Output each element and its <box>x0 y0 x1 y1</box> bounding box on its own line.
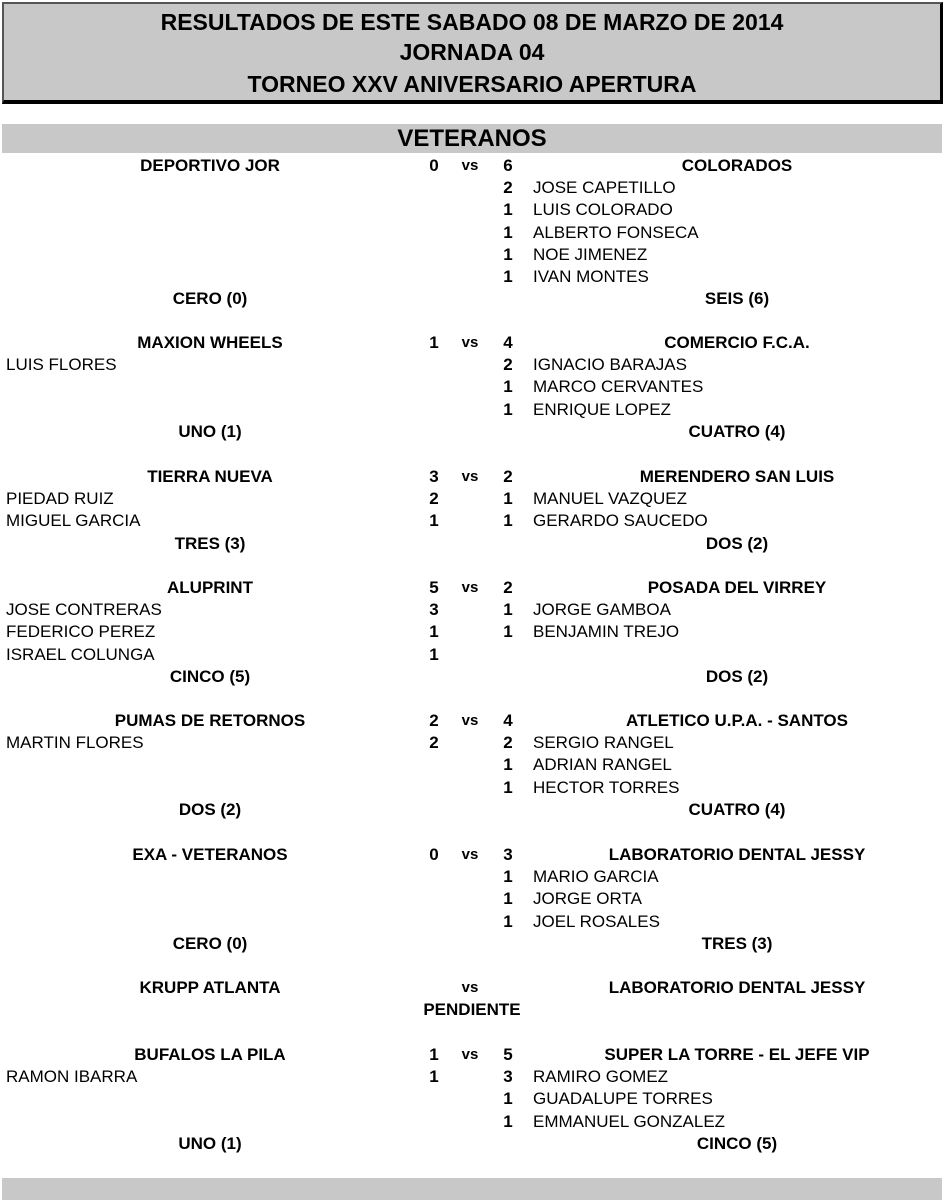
away-total-words: DOS (2) <box>705 666 769 686</box>
home-scorer-goals: 1 <box>429 644 439 664</box>
home-total-words: CINCO (5) <box>169 666 251 686</box>
away-scorer-name: GERARDO SAUCEDO <box>533 511 708 531</box>
home-scorer-goals: 2 <box>429 733 439 753</box>
home-scorer-name: JOSE CONTRERAS <box>6 600 162 620</box>
home-team-name: KRUPP ATLANTA <box>139 978 281 997</box>
away-scorer-name: ALBERTO FONSECA <box>533 222 699 242</box>
home-scorer-goals: 2 <box>429 489 439 509</box>
home-total-words: UNO (1) <box>178 421 242 441</box>
match-status: PENDIENTE <box>423 1000 521 1020</box>
away-scorer-name: BENJAMIN TREJO <box>533 622 680 642</box>
home-team-name: ALUPRINT <box>167 578 253 597</box>
away-total-words: DOS (2) <box>705 533 769 553</box>
away-score: 4 <box>503 333 513 352</box>
home-score: 0 <box>429 845 439 864</box>
away-scorer-goals: 1 <box>503 600 513 620</box>
away-total-words: TRES (3) <box>701 933 773 953</box>
away-scorer-name: HECTOR TORRES <box>533 777 680 797</box>
home-score: 3 <box>429 467 439 486</box>
home-total-words: CERO (0) <box>172 933 248 953</box>
home-team-name: DEPORTIVO JOR <box>140 156 280 175</box>
away-scorer-goals: 3 <box>503 1067 513 1087</box>
away-team-name: COLORADOS <box>681 156 793 175</box>
away-scorer-name: ADRIAN RANGEL <box>533 755 672 775</box>
home-scorer-goals: 1 <box>429 1067 439 1087</box>
home-team-name: EXA - VETERANOS <box>132 845 288 864</box>
home-scorer-name: MARTIN FLORES <box>6 733 144 753</box>
away-scorer-goals: 2 <box>503 355 513 375</box>
away-scorer-name: JOSE CAPETILLO <box>533 178 676 198</box>
away-total-words: CINCO (5) <box>696 1133 778 1153</box>
away-scorer-goals: 1 <box>503 267 513 286</box>
home-score: 1 <box>429 1045 439 1064</box>
away-score: 2 <box>503 467 513 486</box>
away-scorer-goals: 1 <box>503 511 513 531</box>
away-team-name: MERENDERO SAN LUIS <box>639 467 835 486</box>
away-scorer-name: RAMIRO GOMEZ <box>533 1067 669 1087</box>
home-scorer-name: MIGUEL GARCIA <box>6 511 141 531</box>
versus-label: vs <box>461 979 479 996</box>
home-score: 2 <box>429 711 439 730</box>
away-scorer-name: JORGE ORTA <box>533 889 642 909</box>
section-header <box>2 124 942 153</box>
away-scorer-name: GUADALUPE TORRES <box>533 1089 713 1109</box>
away-scorer-name: IGNACIO BARAJAS <box>533 355 687 375</box>
versus-label: vs <box>461 468 479 485</box>
away-scorer-goals: 1 <box>503 889 513 909</box>
home-scorer-goals: 1 <box>429 622 439 642</box>
away-team-name: LABORATORIO DENTAL JESSY <box>608 978 866 997</box>
away-scorer-goals: 1 <box>503 377 513 397</box>
home-score: 0 <box>429 156 439 175</box>
away-scorer-goals: 1 <box>503 244 513 264</box>
away-scorer-name: MARCO CERVANTES <box>533 377 704 397</box>
home-scorer-name: RAMON IBARRA <box>6 1067 138 1087</box>
away-score: 3 <box>503 845 513 864</box>
away-scorer-goals: 1 <box>503 622 513 642</box>
home-total-words: UNO (1) <box>178 1133 242 1153</box>
away-scorer-goals: 1 <box>503 777 513 797</box>
versus-label: vs <box>461 157 479 174</box>
home-scorer-name: PIEDAD RUIZ <box>6 489 114 509</box>
away-scorer-name: JOEL ROSALES <box>533 911 660 931</box>
home-total-words: DOS (2) <box>178 799 242 819</box>
versus-label: vs <box>461 1046 479 1063</box>
away-scorer-name: ENRIQUE LOPEZ <box>533 399 671 419</box>
away-scorer-goals: 1 <box>503 911 513 931</box>
section-title: VETERANOS <box>397 125 547 152</box>
home-team-name: MAXION WHEELS <box>137 333 283 352</box>
away-team-name: LABORATORIO DENTAL JESSY <box>608 845 866 864</box>
away-scorer-name: IVAN MONTES <box>533 267 649 286</box>
home-scorer-goals: 1 <box>429 511 439 531</box>
away-score: 4 <box>503 711 513 730</box>
home-scorer-name: FEDERICO PEREZ <box>6 622 156 642</box>
versus-label: vs <box>461 334 479 351</box>
footer-bar <box>2 1178 942 1200</box>
away-total-words: CUATRO (4) <box>688 799 786 819</box>
away-score: 2 <box>503 578 513 597</box>
away-scorer-goals: 1 <box>503 222 513 242</box>
away-scorer-name: SERGIO RANGEL <box>533 733 674 753</box>
versus-label: vs <box>461 579 479 596</box>
away-team-name: SUPER LA TORRE - EL JEFE VIP <box>604 1045 870 1064</box>
away-scorer-name: NOE JIMENEZ <box>533 244 648 264</box>
away-team-name: POSADA DEL VIRREY <box>647 578 827 597</box>
away-total-words: SEIS (6) <box>704 289 770 309</box>
home-team-name: PUMAS DE RETORNOS <box>114 711 306 730</box>
away-scorer-name: LUIS COLORADO <box>533 200 673 220</box>
away-scorer-goals: 1 <box>503 1111 513 1131</box>
away-scorer-name: EMMANUEL GONZALEZ <box>533 1111 726 1131</box>
away-scorer-name: JORGE GAMBOA <box>533 600 671 620</box>
versus-label: vs <box>461 712 479 729</box>
home-team-name: BUFALOS LA PILA <box>134 1045 286 1064</box>
home-total-words: CERO (0) <box>172 289 248 309</box>
home-scorer-goals: 3 <box>429 600 439 620</box>
away-scorer-goals: 1 <box>503 755 513 775</box>
away-scorer-goals: 1 <box>503 489 513 509</box>
versus-label: vs <box>461 846 479 863</box>
home-scorer-name: LUIS FLORES <box>6 355 117 375</box>
away-scorer-goals: 2 <box>503 733 513 753</box>
away-scorer-goals: 1 <box>503 1089 513 1109</box>
home-total-words: TRES (3) <box>174 533 246 553</box>
report-title: RESULTADOS DE ESTE SABADO 08 DE MARZO DE 2014 <box>160 9 784 35</box>
round-title: JORNADA 04 <box>399 39 545 65</box>
report-header <box>2 2 943 104</box>
tournament-title: TORNEO XXV ANIVERSARIO APERTURA <box>247 71 697 97</box>
away-team-name: ATLETICO U.P.A. - SANTOS <box>626 711 848 730</box>
away-scorer-name: MANUEL VAZQUEZ <box>533 489 687 509</box>
home-score: 1 <box>429 333 439 352</box>
home-team-name: TIERRA NUEVA <box>147 467 273 486</box>
away-scorer-goals: 1 <box>503 867 513 887</box>
home-scorer-name: ISRAEL COLUNGA <box>6 644 155 664</box>
away-score: 5 <box>503 1045 513 1064</box>
away-total-words: CUATRO (4) <box>688 421 786 441</box>
away-scorer-goals: 1 <box>503 200 513 220</box>
away-scorer-goals: 2 <box>503 178 513 198</box>
away-team-name: COMERCIO F.C.A. <box>664 333 810 352</box>
away-score: 6 <box>503 156 513 175</box>
away-scorer-name: MARIO GARCIA <box>533 867 659 887</box>
away-scorer-goals: 1 <box>503 399 513 419</box>
home-score: 5 <box>429 578 439 597</box>
